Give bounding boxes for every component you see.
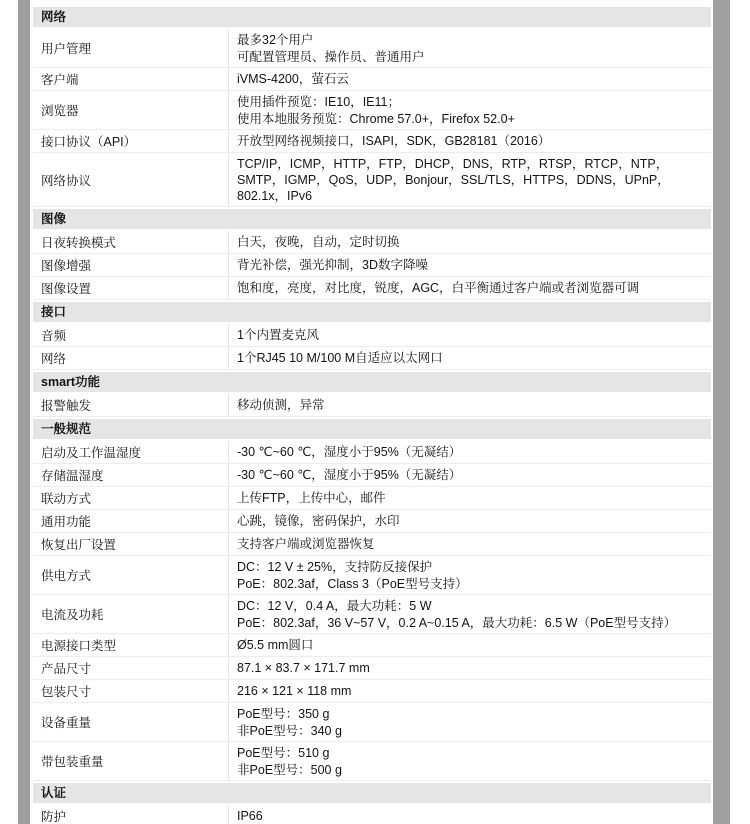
spec-label: 通用功能 — [41, 515, 92, 529]
spec-value — [228, 29, 711, 67]
spec-row — [33, 533, 711, 556]
spec-label: 电流及功耗 — [41, 608, 104, 622]
spec-label: 音频 — [41, 329, 67, 343]
spec-row — [33, 153, 711, 207]
spec-row — [33, 130, 711, 153]
spec-label: 日夜转换模式 — [41, 236, 117, 250]
spec-value — [228, 657, 711, 679]
spec-value-line: DC：12 V ± 25%，支持防反接保护 — [237, 559, 433, 574]
spec-label: 用户管理 — [41, 42, 92, 56]
spec-label: 图像增强 — [41, 259, 92, 273]
spec-value — [228, 742, 711, 780]
spec-value — [228, 680, 711, 702]
spec-label: 存储温湿度 — [41, 469, 104, 483]
spec-value — [228, 394, 711, 416]
spec-label: 产品尺寸 — [41, 662, 92, 676]
section-header: 网络 — [33, 7, 711, 27]
spec-value-line: -30 ℃~60 ℃，湿度小于95%（无凝结） — [237, 445, 462, 459]
spec-value-line: 最多32个用户 — [237, 32, 314, 47]
spec-row — [33, 595, 711, 634]
spec-value — [228, 487, 711, 509]
spec-label: 联动方式 — [41, 492, 92, 506]
spec-label: 设备重量 — [41, 716, 92, 730]
spec-value-line: 非PoE型号：340 g — [237, 723, 342, 738]
spec-value — [228, 347, 711, 369]
spec-value-line: 开放型网络视频接口，ISAPI，SDK，GB28181（2016） — [237, 134, 551, 148]
spec-row — [33, 324, 711, 347]
spec-value-line: 1个RJ45 10 M/100 M自适应以太网口 — [237, 351, 443, 365]
spec-value — [228, 595, 711, 633]
spec-row — [33, 277, 711, 300]
spec-row — [33, 487, 711, 510]
spec-row — [33, 742, 711, 781]
section-header: smart功能 — [33, 372, 711, 392]
spec-row — [33, 394, 711, 417]
spec-value-line: -30 ℃~60 ℃，湿度小于95%（无凝结） — [237, 468, 462, 482]
spec-value — [228, 703, 711, 741]
spec-table — [33, 7, 711, 824]
spec-value-line: 饱和度，亮度，对比度，锐度，AGC，白平衡通过客户端或者浏览器可调 — [237, 281, 640, 295]
spec-value-line: 上传FTP，上传中心，邮件 — [237, 491, 386, 505]
spec-value-line: PoE：802.3af，Class 3（PoE型号支持） — [237, 576, 468, 591]
spec-value-line: 使用本地服务预览：Chrome 57.0+，Firefox 52.0+ — [237, 111, 515, 126]
spec-value — [228, 68, 711, 90]
section-header: 接口 — [33, 302, 711, 322]
spec-value — [228, 153, 711, 206]
spec-label: 报警触发 — [41, 399, 92, 413]
spec-value-line: 支持客户端或浏览器恢复 — [237, 537, 375, 551]
spec-value-line: 移动侦测，异常 — [237, 398, 325, 412]
section-header: 一般规范 — [33, 419, 711, 439]
spec-label: 防护 — [41, 810, 67, 824]
spec-value-line: PoE：802.3af，36 V~57 V，0.2 A~0.15 A，最大功耗：6.5 W（PoE型号支持） — [237, 615, 677, 630]
spec-value-line: Ø5.5 mm圆口 — [237, 638, 314, 652]
spec-value-line: iVMS-4200，萤石云 — [237, 72, 349, 86]
spec-row — [33, 347, 711, 370]
page-frame — [18, 0, 730, 824]
spec-value-line: 1个内置麦克风 — [237, 328, 319, 342]
spec-value — [228, 324, 711, 346]
spec-value — [228, 231, 711, 253]
section-header: 图像 — [33, 209, 711, 229]
spec-value-line: 背光补偿，强光抑制，3D数字降噪 — [237, 258, 428, 272]
spec-row — [33, 29, 711, 68]
spec-label: 带包装重量 — [41, 755, 104, 769]
spec-value-line: PoE型号：350 g — [237, 706, 330, 721]
spec-value — [228, 130, 711, 152]
spec-value-line: 87.1 × 83.7 × 171.7 mm — [237, 661, 370, 675]
spec-value-line: TCP/IP，ICMP，HTTP，FTP，DHCP，DNS，RTP，RTSP，RTCP，NTP，SMTP，IGMP，QoS，UDP，Bonjour，SSL/TLS，HTTPS，DDNS，UPnP，802.1x，IPv6 — [237, 156, 670, 203]
spec-sheet — [30, 0, 713, 824]
spec-value — [228, 805, 711, 824]
spec-value — [228, 441, 711, 463]
spec-value-line: 216 × 121 × 118 mm — [237, 684, 352, 698]
spec-label: 包装尺寸 — [41, 685, 92, 699]
spec-value — [228, 533, 711, 555]
spec-value-line: 白天，夜晚，自动，定时切换 — [237, 235, 400, 249]
spec-row — [33, 68, 711, 91]
spec-value-line: 可配置管理员、操作员、普通用户 — [237, 49, 425, 64]
spec-label: 图像设置 — [41, 282, 92, 296]
spec-label: 客户端 — [41, 73, 79, 87]
spec-row — [33, 556, 711, 595]
spec-row — [33, 634, 711, 657]
spec-label: 电源接口类型 — [41, 639, 117, 653]
spec-label: 供电方式 — [41, 569, 92, 583]
spec-row — [33, 680, 711, 703]
spec-row — [33, 231, 711, 254]
spec-row — [33, 657, 711, 680]
spec-row — [33, 91, 711, 130]
spec-value — [228, 277, 711, 299]
spec-row — [33, 805, 711, 824]
section-header: 认证 — [33, 783, 711, 803]
spec-value — [228, 634, 711, 656]
spec-label: 接口协议（API） — [41, 135, 137, 149]
spec-value-line: DC：12 V，0.4 A，最大功耗：5 W — [237, 598, 432, 613]
spec-value-line: 使用插件预览：IE10，IE11； — [237, 94, 401, 109]
spec-row — [33, 254, 711, 277]
spec-value — [228, 556, 711, 594]
spec-value — [228, 254, 711, 276]
spec-label: 浏览器 — [41, 104, 79, 118]
spec-value-line: 心跳，镜像，密码保护，水印 — [237, 514, 400, 528]
spec-row — [33, 464, 711, 487]
spec-value — [228, 464, 711, 486]
spec-label: 恢复出厂设置 — [41, 538, 117, 552]
spec-label: 网络 — [41, 352, 67, 366]
spec-label: 网络协议 — [41, 173, 92, 188]
spec-label: 启动及工作温湿度 — [41, 446, 142, 460]
spec-value-line: PoE型号：510 g — [237, 745, 330, 760]
spec-value — [228, 510, 711, 532]
spec-row — [33, 441, 711, 464]
spec-value — [228, 91, 711, 129]
spec-row — [33, 510, 711, 533]
spec-value-line: 非PoE型号：500 g — [237, 762, 342, 777]
spec-row — [33, 703, 711, 742]
spec-value-line: IP66 — [237, 809, 263, 823]
